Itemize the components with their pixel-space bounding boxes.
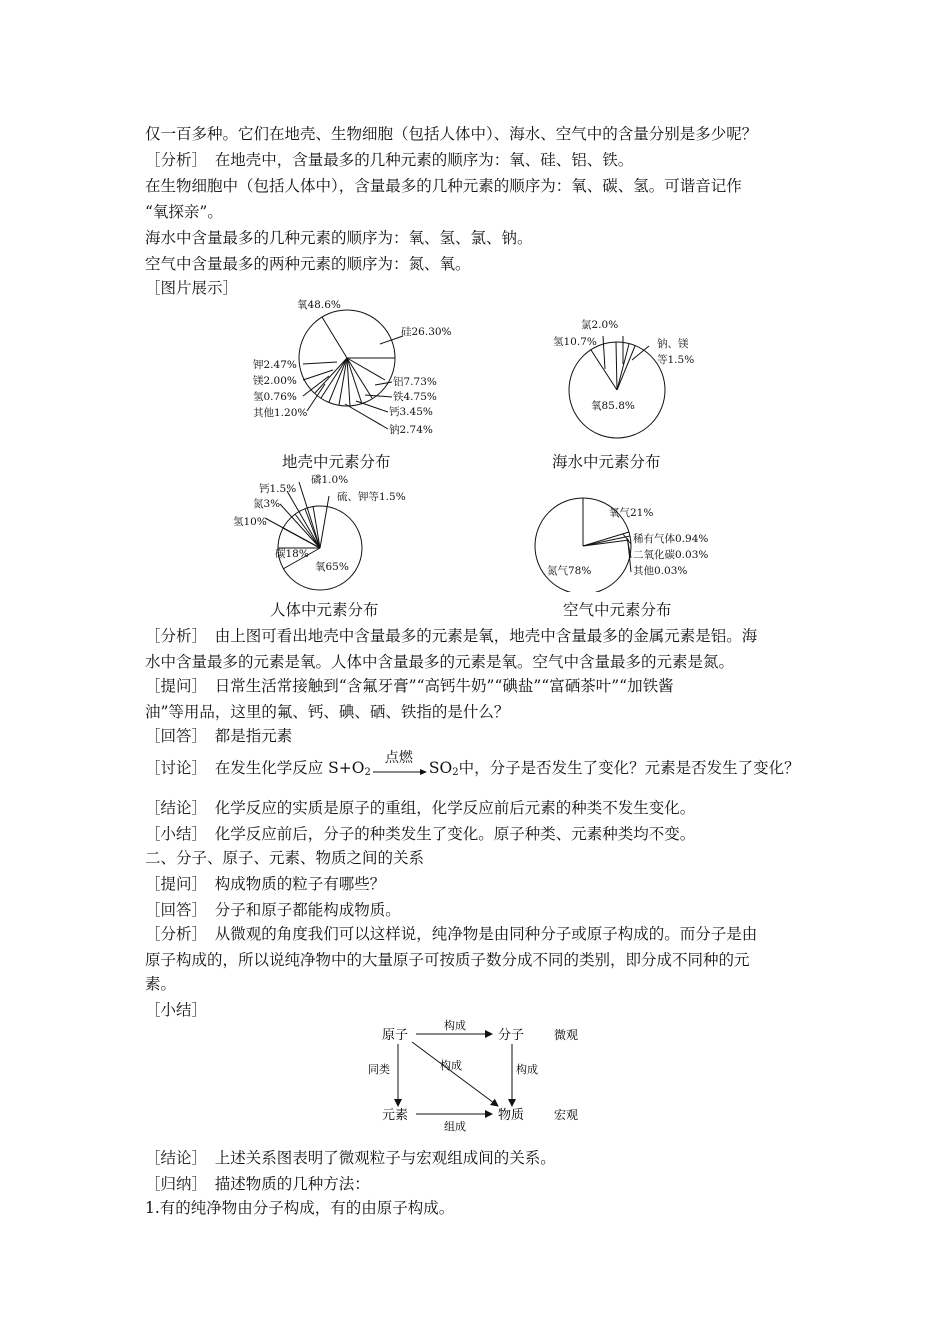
- label-iron: 铁4.75%: [393, 391, 437, 403]
- section-heading: 二、分子、原子、元素、物质之间的关系: [145, 849, 425, 867]
- label-silicon: 硅26.30%: [401, 326, 452, 338]
- sea-pie: [569, 336, 665, 438]
- edge-same-kind: 同类: [368, 1063, 390, 1076]
- text-line: 油”等用品，这里的氟、钙、碘、硒、铁指的是什么？: [145, 703, 510, 721]
- label-hydrogen: 氢10.7%: [553, 336, 597, 348]
- label-sulfur-potassium: 硫、钾等1.5%: [337, 491, 406, 503]
- text-line: 1.有的纯净物由分子构成，有的由原子构成。: [145, 1199, 455, 1217]
- text-line: 素。: [145, 975, 177, 993]
- text-line: ［小结］ 化学反应前后，分子的种类发生了变化。原子种类、元素种类均不变。: [145, 825, 696, 843]
- discussion-line: ［讨论］ 在发生化学反应 $S+O_2$ 点燃 $SO_2$中，分子是否发生了变化？元素是否发生了变化？: [145, 750, 800, 778]
- crust-pie: [299, 310, 403, 429]
- text-line: 海水中含量最多的几种元素的顺序为：氧、氢、氯、钠。: [145, 229, 533, 247]
- node-element: 元素: [382, 1108, 409, 1123]
- edge-compose-top: 构成: [444, 1019, 466, 1032]
- reaction-arrow: 点燃: [371, 756, 429, 780]
- label-oxygen-sea: 氧85.8%: [591, 400, 635, 412]
- label-carbon: 碳18%: [275, 548, 309, 560]
- label-macro: 宏观: [554, 1108, 579, 1122]
- pie-figures: [225, 292, 745, 592]
- text-line: 仅一百多种。它们在地壳、生物细胞（包括人体中）、海水、空气中的含量分别是多少呢？: [145, 125, 758, 143]
- label-calcium: 钙3.45%: [389, 406, 433, 418]
- label-chlorine: 氯2.0%: [581, 319, 619, 331]
- text-line: ［分析］ 在地壳中，含量最多的几种元素的顺序为：氧、硅、铝、铁。: [145, 151, 634, 169]
- label-sodium: 钠2.74%: [389, 424, 433, 436]
- edge-compose-diagonal: 构成: [440, 1059, 462, 1072]
- text-line: 原子构成的，所以说纯净物中的大量原子可按质子数分成不同的类别，即分成不同种的元: [145, 951, 750, 969]
- text-line: 在生物细胞中（包括人体中），含量最多的几种元素的顺序为：氧、碳、氢。可谐音记作: [145, 177, 742, 195]
- label-calcium: 钙1.5%: [259, 483, 297, 495]
- label-micro: 微观: [554, 1028, 579, 1042]
- label-sodium-magnesium: 钠、镁: [657, 338, 689, 350]
- caption-crust: 地壳中元素分布: [282, 453, 391, 471]
- caption-body: 人体中元素分布: [270, 601, 379, 619]
- text-line: “氧探亲”。: [145, 203, 223, 221]
- label-oxygen: 氧48.6%: [297, 299, 341, 311]
- text-line: ［分析］ 从微观的角度我们可以这样说，纯净物是由同种分子或原子构成的。而分子是由: [145, 925, 758, 943]
- text-line: ［结论］ 上述关系图表明了微观粒子与宏观组成间的关系。: [145, 1149, 556, 1167]
- label-magnesium: 镁2.00%: [253, 375, 297, 387]
- text-line: ［提问］ 日常生活常接触到“含氟牙膏”“高钙牛奶”“碘盐”“富硒茶叶”“加铁酱: [145, 677, 674, 695]
- edge-compose-right: 构成: [516, 1063, 538, 1076]
- text-line: ［图片展示］: [145, 279, 239, 297]
- text-line: ［归纳］ 描述物质的几种方法：: [145, 1175, 370, 1193]
- text-line: ［回答］ 分子和原子都能构成物质。: [145, 901, 401, 919]
- label-co2: 二氧化碳0.03%: [633, 549, 709, 561]
- text-line: ［结论］ 化学反应的实质是原子的重组，化学反应前后元素的种类不发生变化。: [145, 799, 696, 817]
- label-aluminum: 铝7.73%: [393, 376, 437, 388]
- label-hydrogen: 氢10%: [233, 516, 267, 528]
- label-phosphorus: 磷1.0%: [311, 474, 349, 486]
- caption-air: 空气中元素分布: [563, 601, 672, 619]
- relationship-diagram: [360, 1018, 600, 1136]
- label-oxygen-body: 氧65%: [315, 561, 349, 573]
- label-nitrogen: 氮3%: [253, 498, 281, 510]
- text-line: ［回答］ 都是指元素: [145, 727, 293, 745]
- label-oxygen-air: 氧气21%: [609, 507, 654, 519]
- label-other-air: 其他0.03%: [633, 565, 688, 577]
- label-hydrogen: 氢0.76%: [253, 391, 297, 403]
- label-nitrogen-air: 氮气78%: [547, 565, 592, 577]
- label-potassium: 钾2.47%: [253, 359, 297, 371]
- node-atom: 原子: [382, 1028, 409, 1043]
- label-other: 其他1.20%: [253, 407, 308, 419]
- label-other-sea: 等1.5%: [657, 354, 695, 366]
- text-line: 空气中含量最多的两种元素的顺序为：氮、氧。: [145, 255, 471, 273]
- edge-form: 组成: [444, 1120, 466, 1133]
- text-line: ［提问］ 构成物质的粒子有哪些？: [145, 875, 386, 893]
- node-molecule: 分子: [498, 1028, 525, 1043]
- text-line: ［分析］ 由上图可看出地壳中含量最多的元素是氧，地壳中含量最多的金属元素是铝。海: [145, 627, 758, 645]
- text-line: 水中含量最多的元素是氧。人体中含量最多的元素是氧。空气中含量最多的元素是氮。: [145, 653, 735, 671]
- node-substance: 物质: [498, 1108, 525, 1123]
- caption-sea: 海水中元素分布: [552, 453, 661, 471]
- text-line: ［小结］: [145, 1001, 208, 1019]
- label-noble-gas: 稀有气体0.94%: [633, 533, 709, 545]
